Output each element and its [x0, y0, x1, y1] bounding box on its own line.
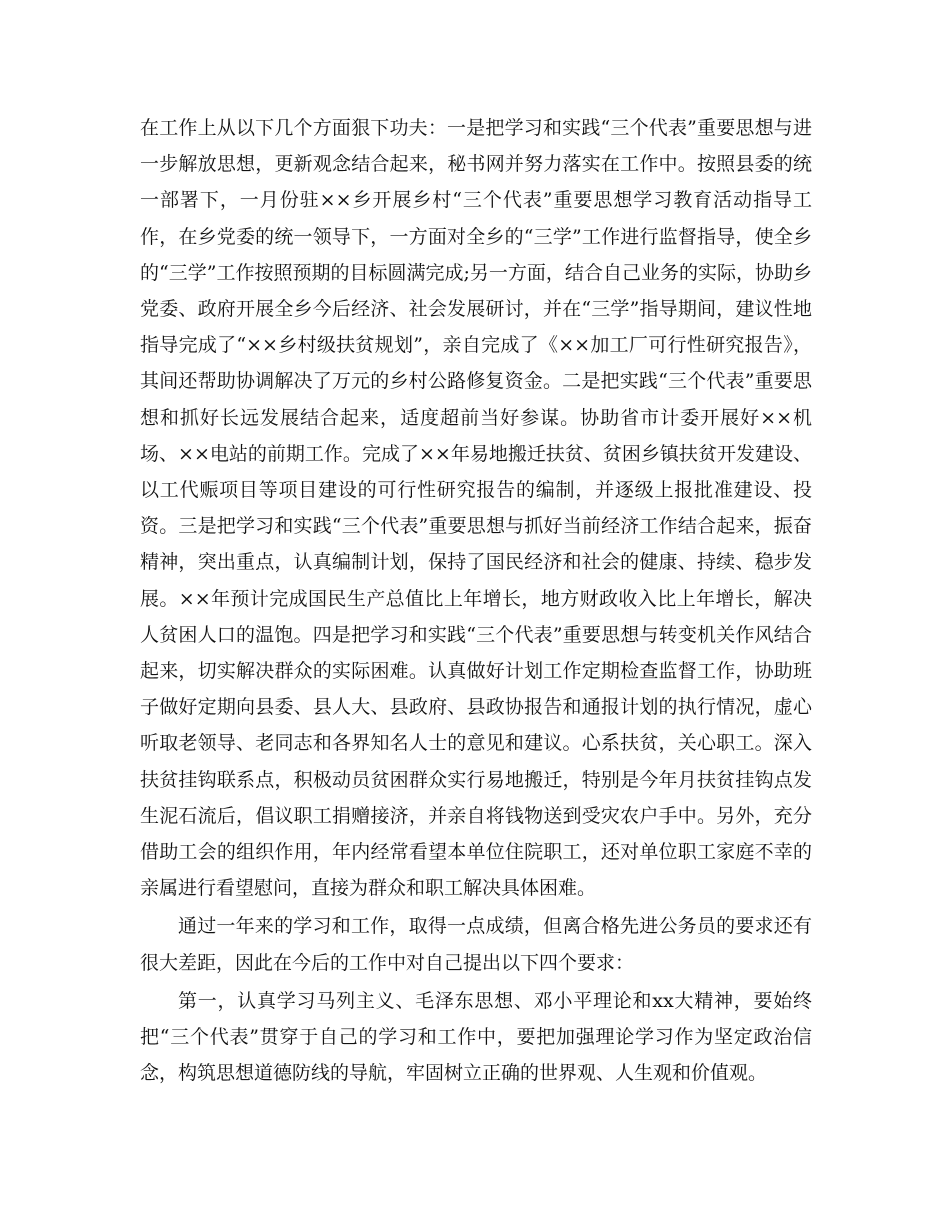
- paragraph-1: 在工作上从以下几个方面狠下功夫：一是把学习和实践“三个代表”重要思想与进一步解放思想，更新观念结合起来，秘书网并努力落实在工作中。按照县委的统一部署下，一月份驻××乡开展乡村“三个代表”重要思想学习教育活动指导工作，在乡党委的统一领导下，一方面对全乡的“三学”工作进行监督指导，使全乡的“三学”工作按照预期的目标圆满完成;另一方面，结合自己业务的实际，协助乡党委、政府开展全乡今后经济、社会发展研讨，并在“三学”指导期间，建议性地指导完成了“××乡村级扶贫规划”，亲自完成了《××加工厂可行性研究报告》，其间还帮助协调解决了万元的乡村公路修复资金。二是把实践“三个代表”重要思想和抓好长远发展结合起来，适度超前当好参谋。协助省市计委开展好××机场、××电站的前期工作。完成了××年易地搬迁扶贫、贫困乡镇扶贫开发建设、以工代赈项目等项目建设的可行性研究报告的编制，并逐级上报批准建设、投资。三是把学习和实践“三个代表”重要思想与抓好当前经济工作结合起来，振奋精神，突出重点，认真编制计划，保持了国民经济和社会的健康、持续、稳步发展。××年预计完成国民生产总值比上年增长，地方财政收入比上年增长，解决人贫困人口的温饱。四是把学习和实践“三个代表”重要思想与转变机关作风结合起来，切实解决群众的实际困难。认真做好计划工作定期检查监督工作，协助班子做好定期向县委、县人大、县政府、县政协报告和通报计划的执行情况，虚心听取老领导、老同志和各界知名人士的意见和建议。心系扶贫，关心职工。深入扶贫挂钩联系点，积极动员贫困群众实行易地搬迁，特别是今年月扶贫挂钩点发生泥石流后，倡议职工捐赠接济，并亲自将钱物送到受灾农户手中。另外，充分借助工会的组织作用，年内经常看望本单位住院职工，还对单位职工家庭不幸的亲属进行看望慰问，直接为群众和职工解决具体困难。: [140, 117, 812, 900]
- document-body: [140, 110, 812, 1091]
- paragraph-3: 第一，认真学习马列主义、毛泽东思想、邓小平理论和xx大精神，要始终把“三个代表”贯穿于自己的学习和工作中，要把加强理论学习作为坚定政治信念，构筑思想道德防线的导航，牢固树立正确的世界观、人生观和价值观。: [140, 989, 812, 1085]
- paragraph-2: 通过一年来的学习和工作，取得一点成绩，但离合格先进公务员的要求还有很大差距，因此在今后的工作中对自己提出以下四个要求：: [140, 915, 812, 974]
